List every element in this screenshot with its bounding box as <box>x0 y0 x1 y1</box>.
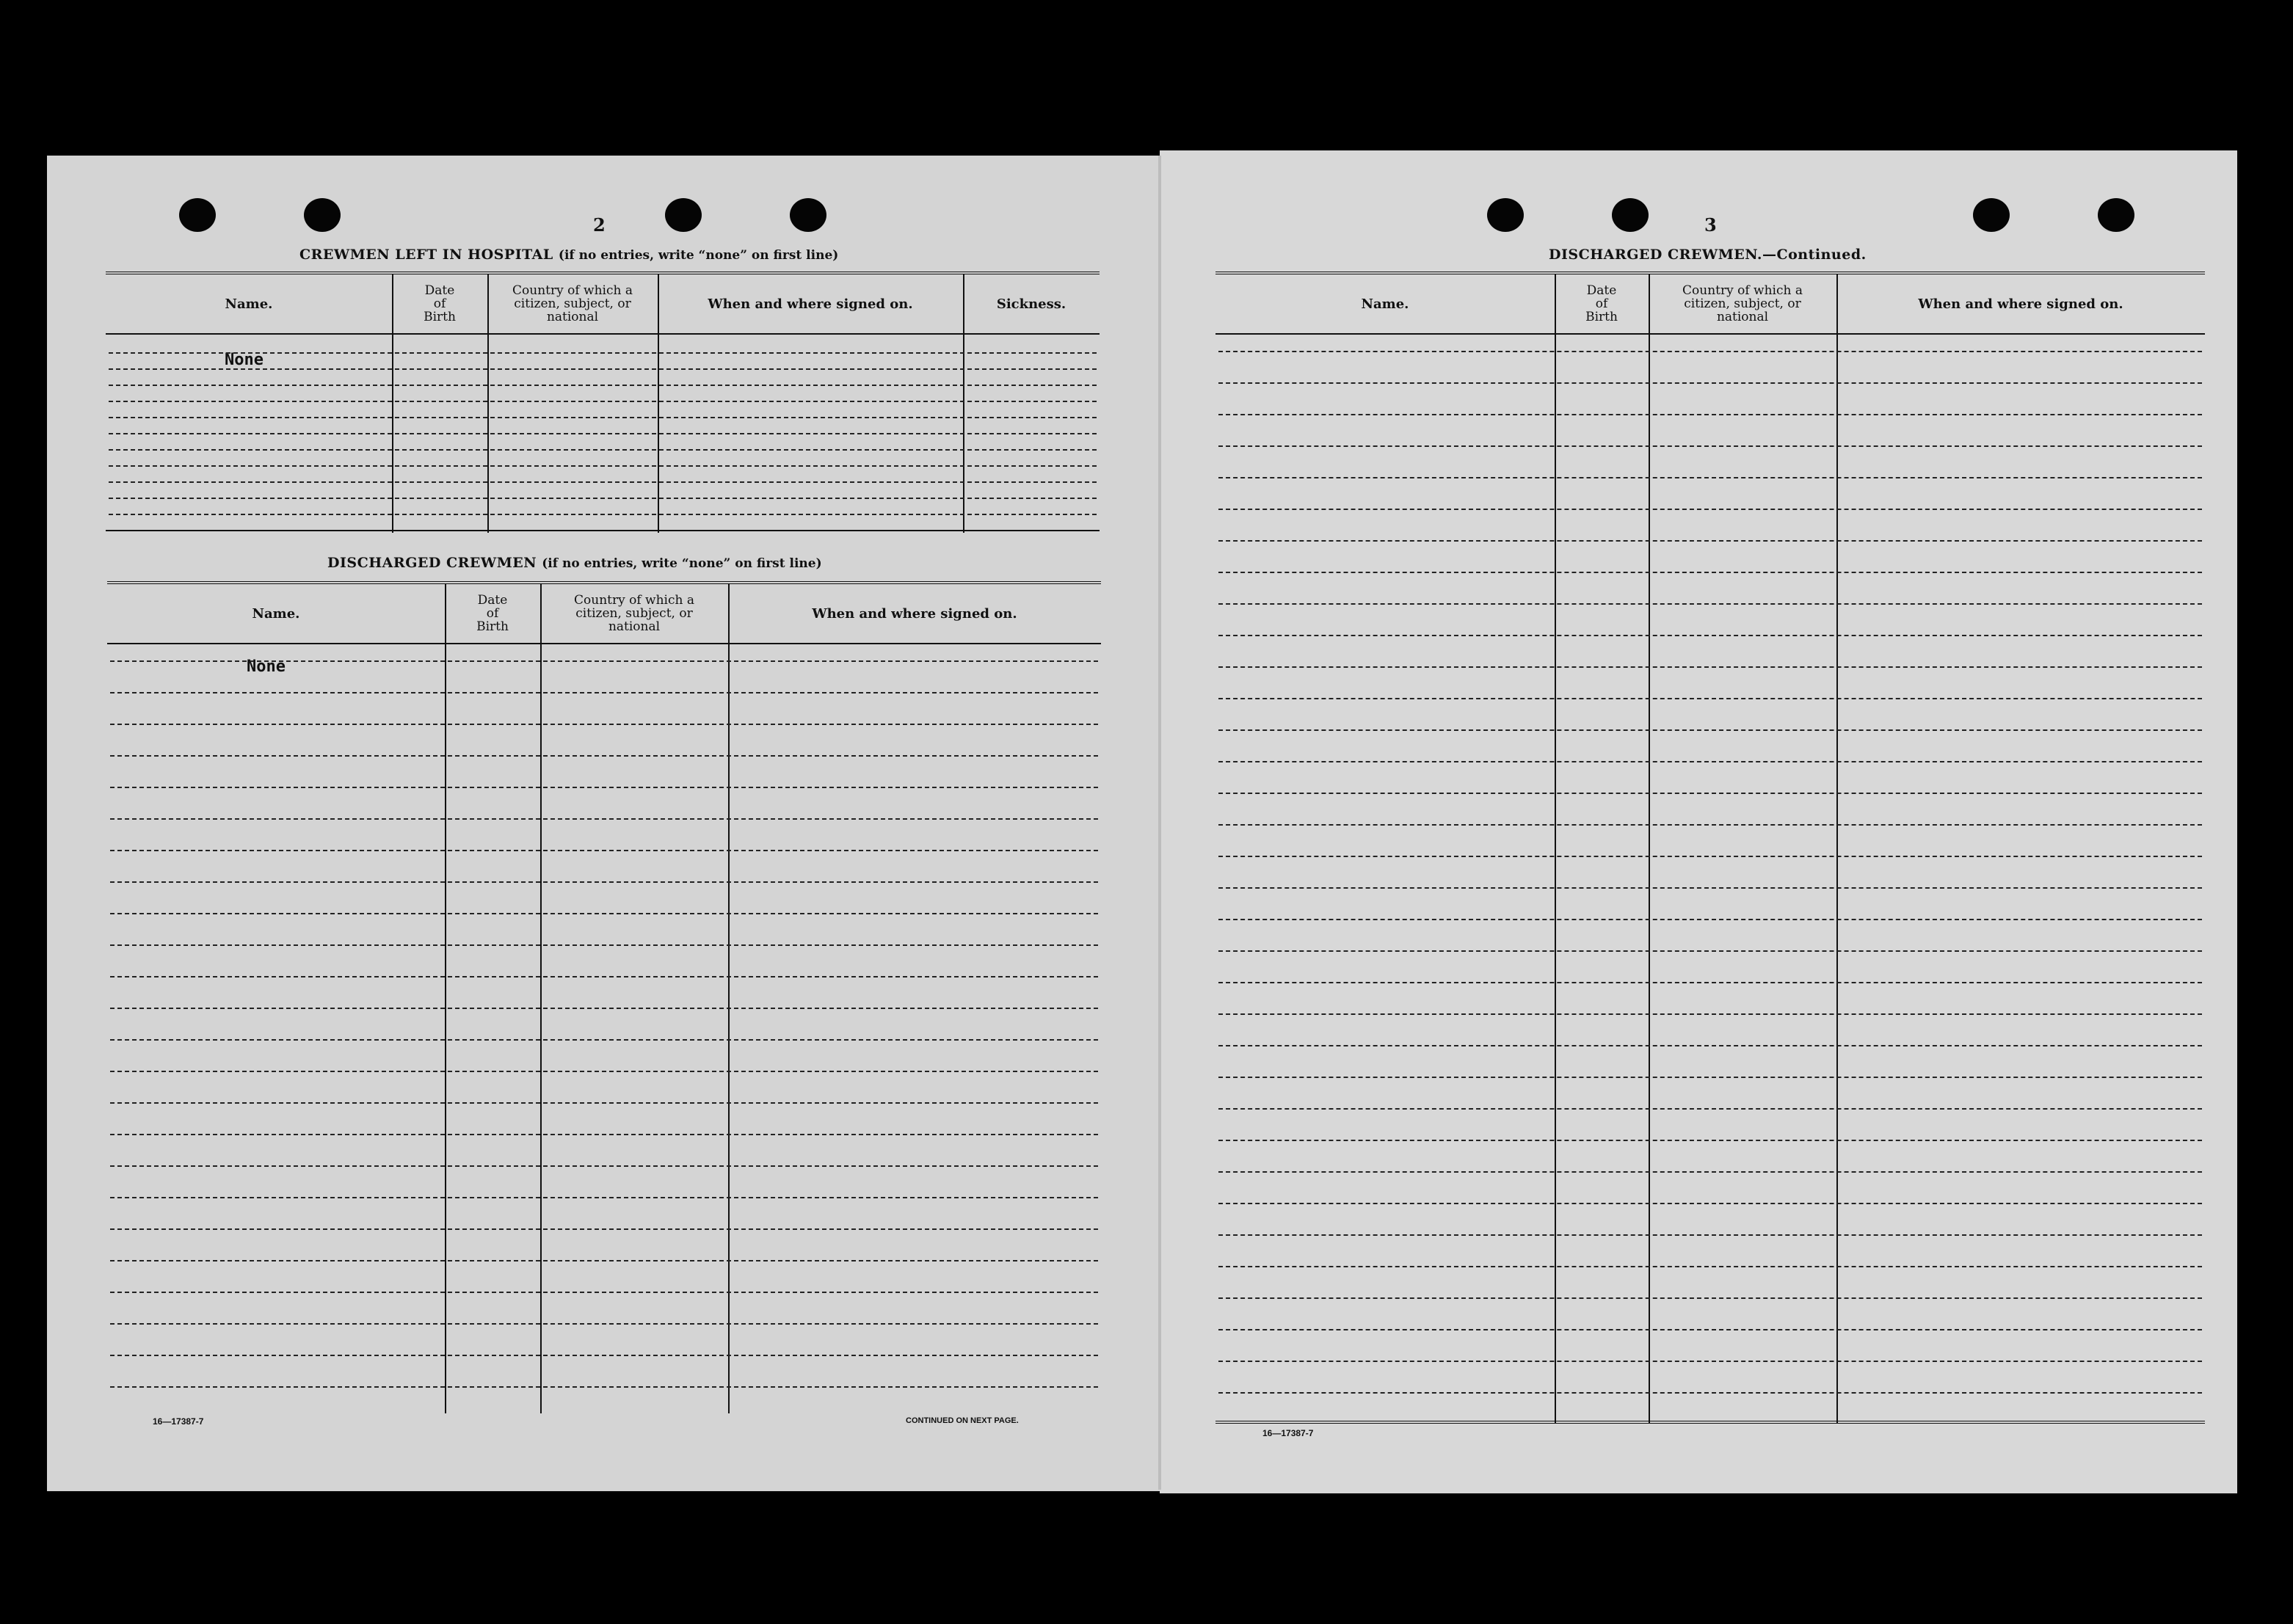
punch-hole <box>1973 198 2010 232</box>
ruled-line <box>1218 1108 2202 1110</box>
ruled-line <box>109 481 1097 483</box>
ruled-line <box>1218 509 2202 510</box>
ruled-line <box>110 1355 1098 1356</box>
ruled-line <box>110 1292 1098 1293</box>
ruled-line <box>1218 887 2202 889</box>
ruled-line <box>1218 603 2202 605</box>
hospital-title: CREWMEN LEFT IN HOSPITAL <box>299 247 553 263</box>
column-header-signed-on: When and where signed on. <box>1918 296 2123 312</box>
ruled-line <box>1218 540 2202 542</box>
ruled-line <box>110 692 1098 693</box>
ruled-line <box>109 368 1097 370</box>
page-number: 3 <box>1704 214 1717 236</box>
hospital-section-title <box>299 247 838 263</box>
ruled-line <box>1218 1013 2202 1015</box>
ruled-line <box>1218 793 2202 794</box>
ruled-line <box>110 1386 1098 1388</box>
ruled-line <box>1218 382 2202 384</box>
ruled-line <box>110 787 1098 788</box>
form-number: 16—17387-7 <box>153 1416 204 1427</box>
ruled-line <box>110 1323 1098 1325</box>
ruled-line <box>109 352 1097 354</box>
discharged-instruction: (if no entries, write “none” on first line) <box>542 556 822 571</box>
ruled-line <box>1218 856 2202 857</box>
ruled-line <box>1218 919 2202 920</box>
discharged-section-title <box>327 555 822 571</box>
ruled-line <box>109 514 1097 515</box>
ruled-line <box>1218 950 2202 952</box>
punch-hole <box>304 198 341 232</box>
ruled-line <box>1218 1140 2202 1141</box>
ruled-line <box>1218 1171 2202 1173</box>
column-header-date-of-birth: Date of Birth <box>1585 283 1618 324</box>
ruled-line <box>1218 635 2202 636</box>
ruled-line <box>1218 1266 2202 1267</box>
ruled-line <box>110 1102 1098 1104</box>
column-header-name: Name. <box>1361 296 1409 312</box>
ruled-line <box>110 944 1098 946</box>
ruled-line <box>1218 1077 2202 1078</box>
form-number: 16—17387-7 <box>1262 1428 1314 1438</box>
ruled-line <box>1218 982 2202 983</box>
column-header-date-of-birth: Date of Birth <box>476 593 509 634</box>
ruled-line <box>1218 824 2202 826</box>
ruled-line <box>1218 1234 2202 1236</box>
ruled-line <box>110 1071 1098 1072</box>
ruled-line <box>110 818 1098 820</box>
ruled-line <box>109 433 1097 434</box>
continued-note: CONTINUED ON NEXT PAGE. <box>906 1416 1019 1425</box>
ruled-line <box>109 465 1097 467</box>
ruled-line <box>109 449 1097 451</box>
ruled-line <box>110 755 1098 757</box>
punch-hole <box>1612 198 1649 232</box>
column-header-country: Country of which a citizen, subject, or national <box>512 283 633 324</box>
column-header-signed-on: When and where signed on. <box>708 296 913 312</box>
ruled-line <box>1218 1329 2202 1330</box>
column-header-name: Name. <box>252 605 300 622</box>
page-number: 2 <box>593 214 606 236</box>
ruled-line <box>110 1260 1098 1261</box>
punch-hole <box>2098 198 2134 232</box>
ruled-line <box>109 417 1097 418</box>
column-header-date-of-birth: Date of Birth <box>424 283 456 324</box>
right-table-bottom <box>1215 1421 2205 1424</box>
hospital-first-entry: None <box>225 351 264 369</box>
ruled-line <box>1218 351 2202 352</box>
column-header-country: Country of which a citizen, subject, or national <box>1682 283 1803 324</box>
ruled-line <box>110 1197 1098 1198</box>
hospital-table-bottom <box>106 530 1100 531</box>
ruled-line <box>1218 1392 2202 1394</box>
punch-hole <box>1487 198 1524 232</box>
ruled-line <box>1218 1045 2202 1046</box>
page-fold <box>1158 156 1161 1490</box>
ruled-line <box>110 660 1098 662</box>
column-header-signed-on: When and where signed on. <box>812 605 1017 622</box>
ruled-line <box>1218 698 2202 699</box>
discharged-title: DISCHARGED CREWMEN <box>327 555 537 571</box>
right-section-title: DISCHARGED CREWMEN.—Continued. <box>1549 247 1867 263</box>
ruled-line <box>1218 1361 2202 1362</box>
ruled-line <box>109 498 1097 499</box>
hospital-table <box>106 272 1100 533</box>
ruled-line <box>109 401 1097 402</box>
ruled-line <box>1218 729 2202 731</box>
column-header-country: Country of which a citizen, subject, or national <box>574 593 694 634</box>
ruled-line <box>109 385 1097 386</box>
ruled-line <box>1218 1297 2202 1299</box>
ruled-line <box>1218 477 2202 478</box>
ruled-line <box>110 1228 1098 1230</box>
hospital-instruction: (if no entries, write “none” on first line) <box>558 248 839 263</box>
ruled-line <box>110 881 1098 883</box>
ruled-line <box>110 1039 1098 1041</box>
punch-hole <box>179 198 216 232</box>
ruled-line <box>110 1008 1098 1009</box>
ruled-line <box>110 913 1098 914</box>
ruled-line <box>1218 666 2202 668</box>
ruled-line <box>110 850 1098 851</box>
punch-hole <box>790 198 826 232</box>
ruled-line <box>110 1134 1098 1135</box>
ruled-line <box>1218 761 2202 762</box>
ruled-line <box>1218 572 2202 573</box>
discharged-table <box>107 581 1101 1413</box>
ruled-line <box>1218 1203 2202 1204</box>
ruled-line <box>110 1165 1098 1167</box>
punch-hole <box>665 198 702 232</box>
column-header-sickness: Sickness. <box>996 296 1066 312</box>
ruled-line <box>110 976 1098 977</box>
ruled-line <box>1218 414 2202 415</box>
discharged-first-entry: None <box>247 658 286 676</box>
ruled-line <box>110 724 1098 725</box>
discharged-continued-table <box>1215 272 2205 1424</box>
ruled-line <box>1218 445 2202 447</box>
column-header-name: Name. <box>225 296 273 312</box>
